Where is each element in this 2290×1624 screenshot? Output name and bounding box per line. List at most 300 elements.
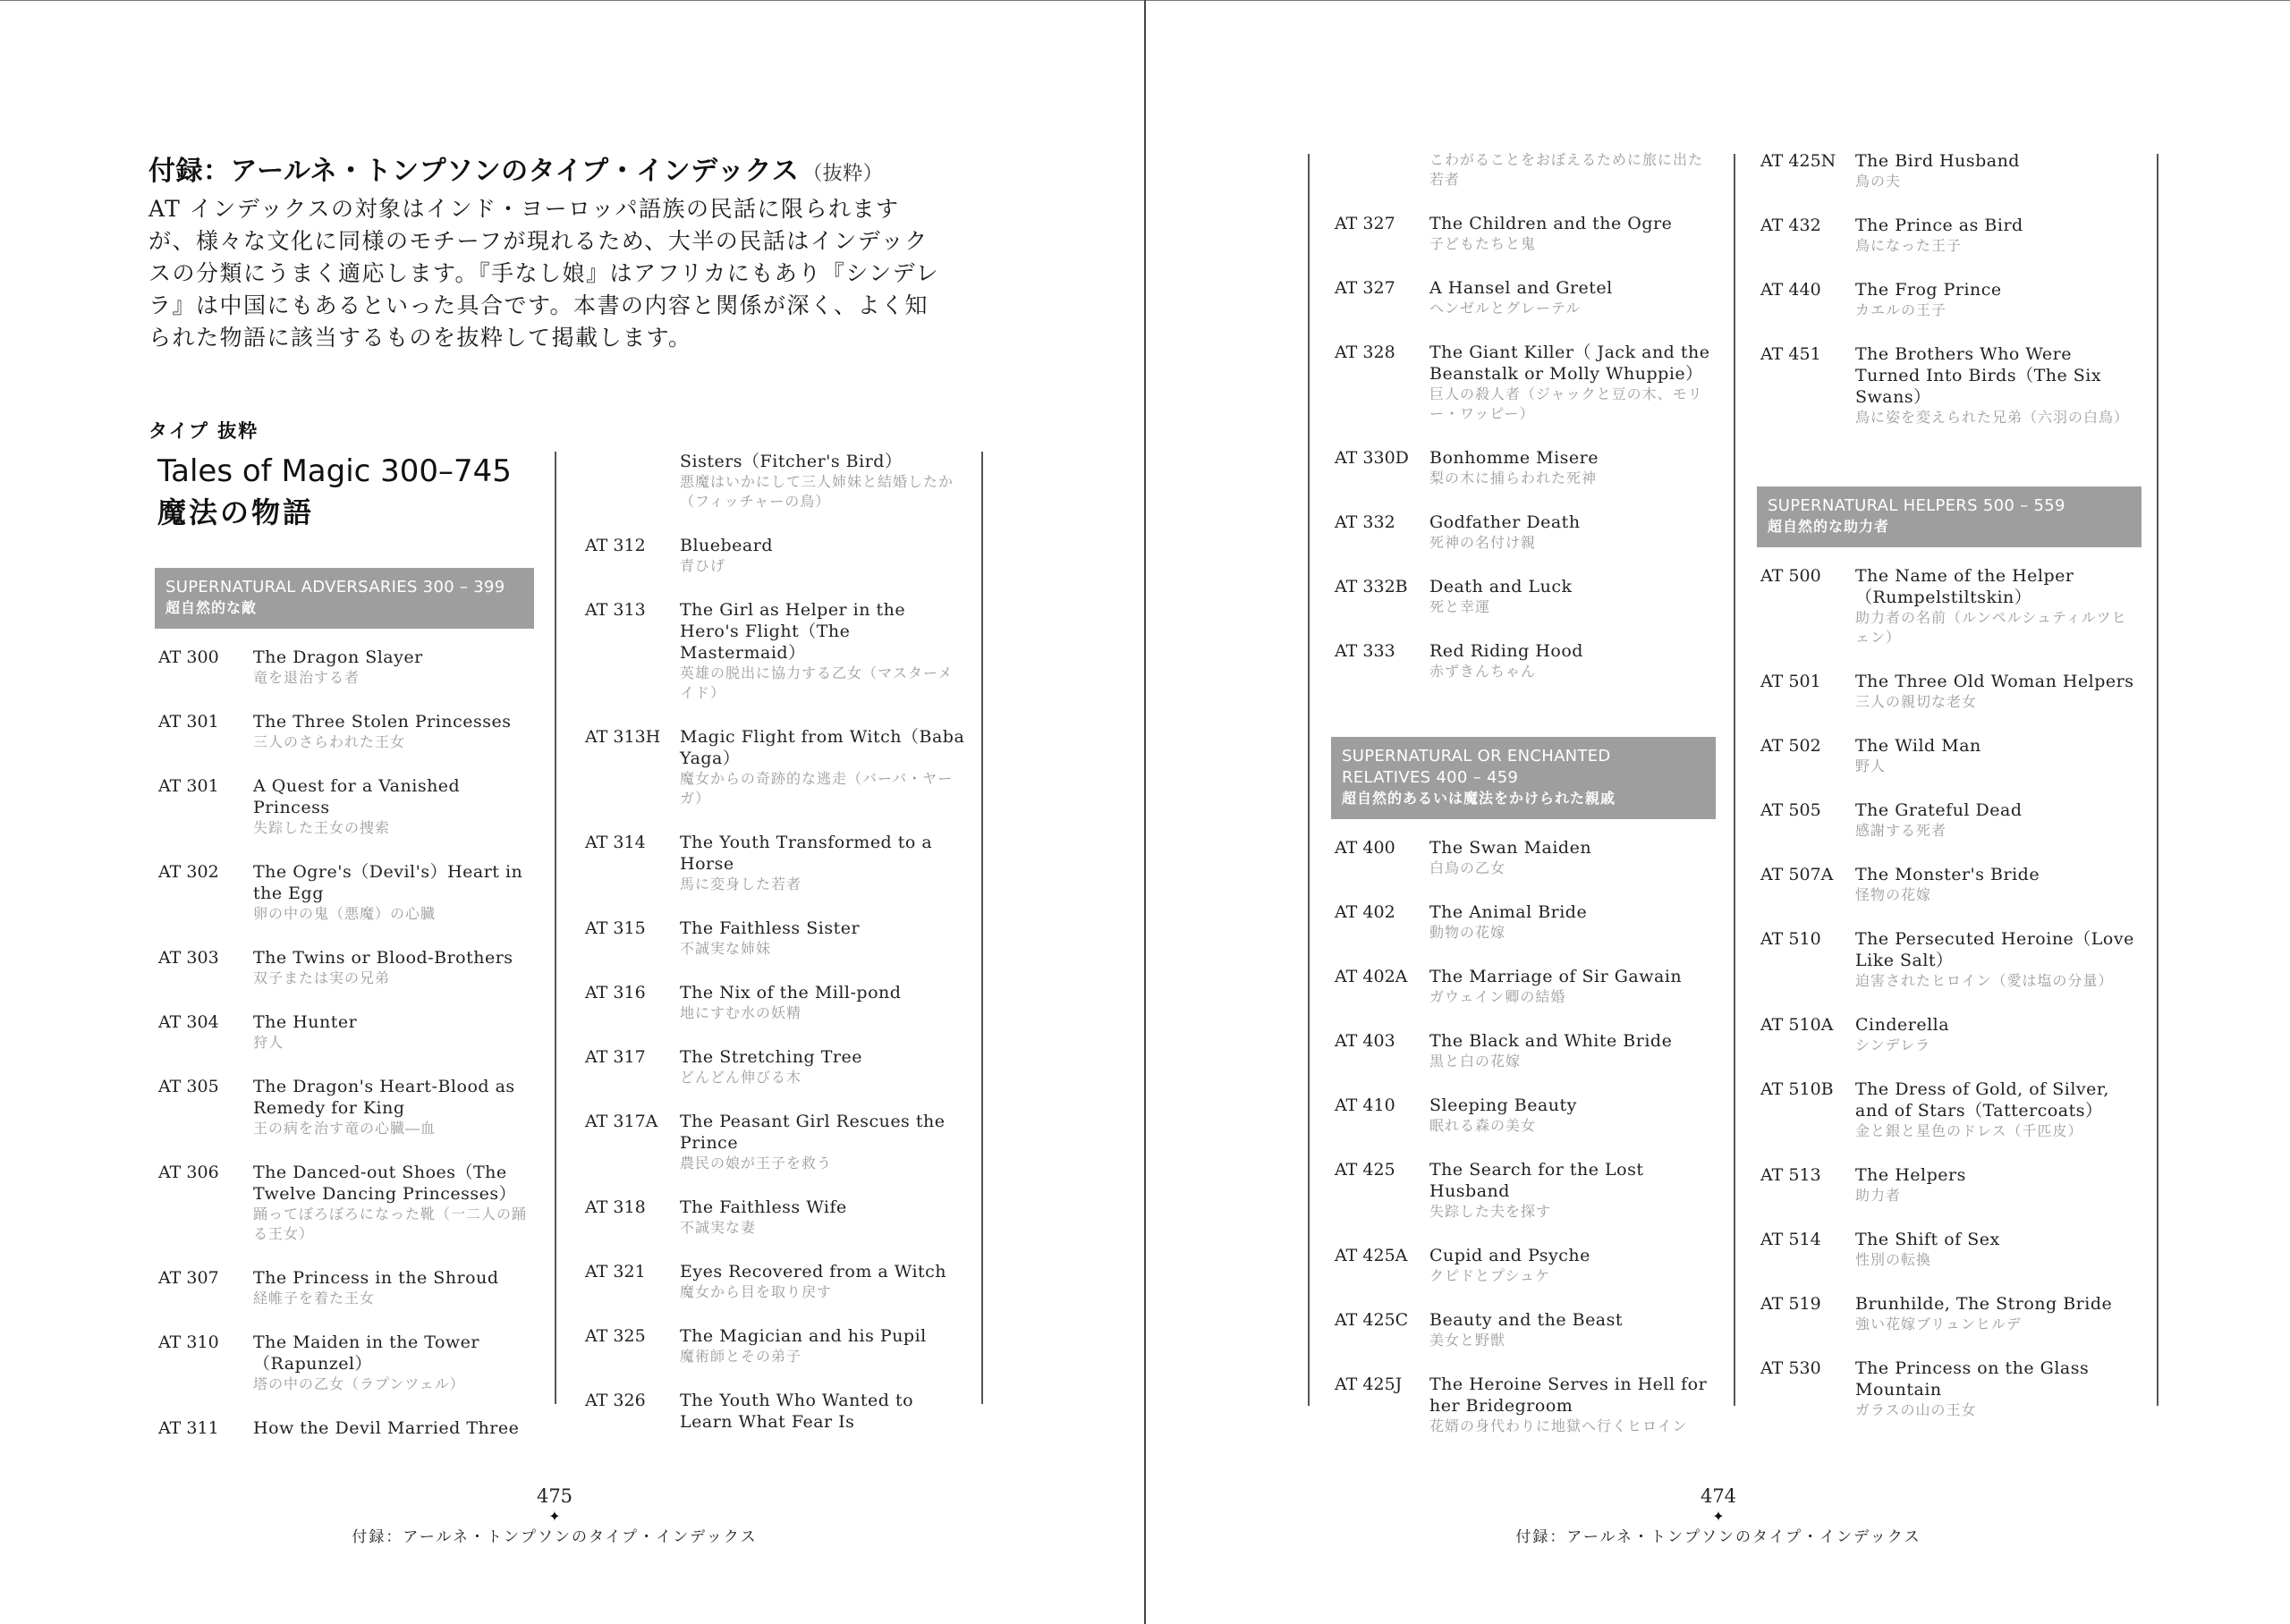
index-entry	[1331, 576, 1716, 617]
tale-title-ja: ガウェイン卿の結婚	[1429, 988, 1566, 1005]
tale-title-en: The Faithless Sister	[680, 918, 861, 938]
tale-type-code: AT 513	[1760, 1165, 1821, 1185]
entry-list	[1331, 150, 1716, 681]
section-header-supernatural-helpers	[1757, 486, 2142, 547]
tale-title-ja: 梨の木に捕らわれた死神	[1429, 469, 1598, 486]
entry-body	[1855, 671, 2142, 712]
index-entry	[155, 711, 534, 752]
tale-title-en: The Brothers Who Were Turned Into Birds（The Six Swans）	[1855, 344, 2102, 407]
right-page	[1146, 0, 2290, 1624]
index-entry	[1331, 213, 1716, 254]
tale-title-en: The Search for the Lost Husband	[1429, 1160, 1644, 1201]
index-entry	[1757, 1078, 2142, 1141]
tale-type-code: AT 425C	[1335, 1310, 1409, 1330]
index-entry	[1757, 279, 2142, 320]
entry-body	[1429, 512, 1716, 553]
tale-type-code: AT 425A	[1335, 1246, 1408, 1265]
tale-title-ja: 黒と白の花嫁	[1429, 1053, 1522, 1070]
index-entry	[1757, 150, 2142, 191]
index-entry	[1757, 1293, 2142, 1334]
tale-title-ja: 魔女から目を取り戻す	[680, 1283, 833, 1300]
tale-title-ja: 金と銀と星色のドレス（千匹皮）	[1855, 1122, 2083, 1139]
tale-title-en: The Youth Who Wanted to Learn What Fear Is	[680, 1391, 914, 1432]
index-entry	[155, 861, 534, 924]
tale-title-ja: 怪物の花嫁	[1855, 886, 1932, 903]
index-entry	[155, 1417, 534, 1439]
index-entry	[1331, 966, 1716, 1007]
index-entry	[1757, 735, 2142, 776]
tale-title-ja: 鳥の夫	[1855, 173, 1902, 190]
index-entry	[155, 1267, 534, 1308]
entry-body	[253, 711, 534, 752]
tale-type-code: AT 311	[158, 1418, 219, 1438]
entry-body	[1429, 447, 1716, 488]
tale-type-code: AT 303	[158, 948, 219, 968]
entry-body	[1429, 1159, 1716, 1222]
tale-type-code: AT 300	[158, 647, 219, 667]
tale-title-ja: 死神の名付け親	[1429, 534, 1537, 551]
index-entry	[1331, 1245, 1716, 1286]
tale-title-ja: シンデレラ	[1855, 1036, 1931, 1053]
index-entry	[1757, 1014, 2142, 1055]
entry-body	[680, 1325, 966, 1366]
entry-body	[1855, 565, 2142, 647]
tale-title-ja: 野人	[1855, 757, 1887, 774]
column-rule	[555, 452, 556, 1404]
tale-type-code: AT 451	[1760, 344, 1821, 364]
entry-body	[1855, 150, 2142, 191]
tale-type-code: AT 510	[1760, 929, 1821, 949]
index-entry	[1757, 864, 2142, 905]
entry-body	[253, 1162, 534, 1244]
tale-type-code: AT 332	[1335, 512, 1395, 532]
tale-title-en: Death and Luck	[1429, 577, 1573, 596]
index-entry	[155, 1011, 534, 1053]
entry-body	[680, 726, 966, 808]
entry-list	[581, 451, 966, 1433]
tale-title-en: The Grateful Dead	[1855, 800, 2023, 820]
entry-body	[680, 599, 966, 703]
tale-type-code: AT 502	[1760, 736, 1821, 756]
index-entry	[581, 982, 966, 1023]
entry-body	[680, 1046, 966, 1087]
entry-body	[680, 1111, 966, 1173]
entry-body	[1855, 279, 2142, 320]
entry-body	[1855, 799, 2142, 841]
tale-title-ja: 不誠実な妻	[680, 1219, 757, 1236]
index-entry	[1757, 565, 2142, 647]
tale-type-code: AT 432	[1760, 216, 1821, 235]
tale-type-code: AT 316	[585, 983, 646, 1002]
tale-type-code: AT 330D	[1335, 448, 1409, 468]
entry-list	[1757, 150, 2142, 427]
index-entry	[1331, 447, 1716, 488]
tale-type-code: AT 402A	[1335, 967, 1408, 986]
tale-type-code: AT 510A	[1760, 1015, 1834, 1035]
tale-title-ja: 経帷子を着た王女	[253, 1290, 376, 1307]
section-title-ja: 超自然的な助力者	[1768, 518, 1890, 535]
tales-of-magic-heading	[157, 451, 512, 533]
index-entry	[581, 1325, 966, 1366]
tale-title-en: The Maiden in the Tower（Rapunzel）	[253, 1332, 479, 1374]
entry-body	[1429, 1030, 1716, 1071]
tale-type-code: AT 315	[585, 918, 646, 938]
tale-type-code: AT 327	[1335, 214, 1395, 233]
tale-type-code: AT 318	[585, 1197, 646, 1217]
index-entry	[155, 775, 534, 838]
index-entry	[1757, 1358, 2142, 1420]
tale-title-ja: 三人の親切な老女	[1855, 693, 1978, 710]
index-entry	[1331, 1159, 1716, 1222]
entry-body	[1855, 343, 2142, 427]
tale-title-ja: 踊ってぼろぼろになった靴（一二人の踊る王女）	[253, 1205, 528, 1242]
appendix-title	[148, 148, 883, 188]
entry-body	[253, 1332, 534, 1394]
tale-title-ja: 強い花嫁ブリュンヒルデ	[1855, 1315, 2022, 1332]
tale-type-code: AT 332B	[1335, 577, 1408, 596]
appendix-title-text: 付録：アールネ・トンプソンのタイプ・インデックス	[148, 156, 800, 187]
entry-body	[1855, 1164, 2142, 1205]
tale-title-ja: 魔術師とその弟子	[680, 1348, 802, 1365]
tale-title-en: The Shift of Sex	[1855, 1230, 2000, 1249]
tale-title-ja: どんどん伸びる木	[680, 1069, 802, 1086]
entry-body	[253, 647, 534, 688]
column-rule	[1308, 154, 1310, 1406]
tale-type-code: AT 425N	[1760, 151, 1836, 171]
tale-title-ja: 不誠実な姉妹	[680, 940, 772, 957]
tale-title-ja: 塔の中の乙女（ラプンツェル）	[253, 1375, 465, 1392]
entry-list	[1757, 565, 2142, 1420]
tale-type-code: AT 313	[585, 600, 646, 620]
tale-title-en: The Heroine Serves in Hell for her Bridegroom	[1429, 1374, 1708, 1416]
tale-title-ja: ガラスの山の王女	[1855, 1401, 1977, 1418]
tale-title-en: The Three Stolen Princesses	[253, 712, 512, 732]
tale-title-ja: こわがることをおぼえるために旅に出た若者	[1429, 151, 1704, 188]
tale-title-en: The Magician and his Pupil	[680, 1326, 927, 1346]
index-entry	[1331, 150, 1716, 190]
tale-title-ja: 失踪した王女の捜索	[253, 819, 391, 836]
index-entry	[1331, 1095, 1716, 1136]
tale-title-en: Cupid and Psyche	[1429, 1246, 1590, 1265]
tale-title-ja: 馬に変身した若者	[680, 875, 802, 892]
tale-title-en: The Marriage of Sir Gawain	[1429, 967, 1683, 986]
tale-type-code: AT 400	[1335, 838, 1395, 858]
tale-type-code: AT 307	[158, 1268, 219, 1288]
index-entry	[1757, 343, 2142, 427]
tale-title-ja: 白鳥の乙女	[1429, 859, 1506, 876]
tale-type-code: AT 440	[1760, 280, 1821, 300]
entry-body	[1429, 640, 1716, 681]
tale-type-code: AT 333	[1335, 641, 1395, 661]
tale-title-en: Bonhomme Misere	[1429, 448, 1599, 468]
tale-title-ja: 眠れる森の美女	[1429, 1117, 1537, 1134]
entry-body	[253, 947, 534, 988]
tale-title-en: A Hansel and Gretel	[1429, 278, 1613, 298]
tale-title-ja: 竜を退治する者	[253, 669, 360, 686]
section-title-ja: 超自然的な敵	[165, 599, 258, 616]
tale-type-code: AT 317	[585, 1047, 646, 1067]
index-entry	[581, 1046, 966, 1087]
intro-paragraph: AT インデックスの対象はインド・ヨーロッパ語族の民話に限られますが、様々な文化に同様のモチーフが現れるため、大半の民話はインデックスの分類にうまく適応します。『手なし娘』はアフリカにもあり『シンデレラ』は中国にもあるといった具合です。本書の内容と関係が深く、よく知られた物語に該当するものを抜粋して掲載します。	[148, 196, 940, 351]
tale-type-code: AT 313H	[585, 727, 661, 747]
entry-body	[680, 1390, 966, 1433]
index-entry	[1331, 837, 1716, 878]
tale-title-ja: 悪魔はいかにして三人姉妹と結婚したか（フィッチャーの鳥）	[680, 473, 954, 510]
entry-body	[1429, 901, 1716, 943]
tale-title-ja: ヘンゼルとグレーテル	[1429, 300, 1582, 317]
tale-title-en: The Danced-out Shoes（The Twelve Dancing Princesses）	[253, 1163, 517, 1204]
tale-title-ja: 助力者の名前（ルンペルシュティルツヒェン）	[1855, 609, 2127, 646]
index-entry	[1757, 1164, 2142, 1205]
section-title-ja: 超自然的あるいは魔法をかけられた親戚	[1342, 790, 1616, 807]
tale-title-en: How the Devil Married Three	[253, 1418, 520, 1438]
tale-type-code: AT 305	[158, 1077, 219, 1096]
tale-title-en: The Persecuted Heroine（Love Like Salt）	[1855, 929, 2134, 970]
tale-title-ja: 迫害されたヒロイン（愛は塩の分量）	[1855, 972, 2114, 989]
index-entry	[581, 599, 966, 703]
tale-title-en: The Peasant Girl Rescues the Prince	[680, 1112, 946, 1153]
tale-type-code: AT 317A	[585, 1112, 658, 1131]
tale-title-en: Bluebeard	[680, 536, 773, 555]
tale-title-en: The Prince as Bird	[1855, 216, 2023, 235]
tale-title-ja: 赤ずきんちゃん	[1429, 663, 1537, 680]
tale-title-ja: 鳥になった王子	[1855, 237, 1963, 254]
tale-title-en: The Three Old Woman Helpers	[1855, 672, 2134, 691]
tale-type-code: AT 410	[1335, 1095, 1395, 1115]
tale-type-code: AT 306	[158, 1163, 219, 1182]
entry-body	[1429, 1309, 1716, 1350]
section-title-en: SUPERNATURAL HELPERS 500 – 559	[1768, 496, 2065, 515]
tale-title-en: Cinderella	[1855, 1015, 1950, 1035]
tale-title-ja: 助力者	[1855, 1187, 1902, 1204]
entry-list	[155, 647, 534, 1439]
tale-title-en: Sleeping Beauty	[1429, 1095, 1577, 1115]
tale-title-en: The Monster's Bride	[1855, 865, 2040, 884]
entry-body	[680, 1261, 966, 1302]
entry-body	[1855, 864, 2142, 905]
index-entry	[155, 947, 534, 988]
tale-title-ja: 三人のさらわれた王女	[253, 733, 406, 750]
tale-title-ja: 英雄の脱出に協力する乙女（マスターメイド）	[680, 664, 954, 701]
index-entry	[1757, 799, 2142, 841]
tale-type-code: AT 505	[1760, 800, 1821, 820]
tale-title-en: Magic Flight from Witch（Baba Yaga）	[680, 727, 965, 768]
running-head: 付録：アールネ・トンプソンのタイプ・インデックス	[352, 1528, 758, 1546]
tales-title-ja: 魔法の物語	[157, 495, 315, 529]
entry-body	[253, 1417, 534, 1439]
tale-title-ja: 性別の転換	[1855, 1251, 1932, 1268]
entry-body	[1429, 576, 1716, 617]
column-rule	[2157, 154, 2159, 1406]
entry-body	[253, 775, 534, 838]
entry-body	[1855, 215, 2142, 256]
index-entry	[1757, 671, 2142, 712]
tale-type-code: AT 403	[1335, 1031, 1395, 1051]
tale-title-en: The Bird Husband	[1855, 151, 2020, 171]
index-entry	[581, 726, 966, 808]
index-entry	[1331, 1374, 1716, 1436]
entry-body	[1429, 213, 1716, 254]
entry-body	[253, 861, 534, 924]
entry-body	[1855, 1078, 2142, 1141]
tale-type-code: AT 507A	[1760, 865, 1834, 884]
column-3	[1331, 150, 1716, 1459]
index-entry	[581, 451, 966, 512]
index-entry	[1331, 512, 1716, 553]
tale-type-code: AT 501	[1760, 672, 1821, 691]
tale-title-en: The Ogre's（Devil's）Heart in the Egg	[253, 862, 523, 903]
index-entry	[155, 1332, 534, 1394]
entry-body	[680, 1197, 966, 1238]
section-header-supernatural-adversaries	[155, 568, 534, 629]
entry-body	[1855, 735, 2142, 776]
folio-left	[286, 1484, 823, 1549]
tale-title-ja: カエルの王子	[1855, 301, 1947, 318]
tale-title-en: The Youth Transformed to a Horse	[680, 833, 933, 874]
tale-title-ja: 巨人の殺人者（ジャックと豆の木、モリー・ワッピー）	[1429, 385, 1703, 422]
tale-type-code: AT 530	[1760, 1358, 1821, 1378]
tale-title-en: The Faithless Wife	[680, 1197, 847, 1217]
index-entry	[581, 1261, 966, 1302]
entry-list	[1331, 837, 1716, 1436]
tales-title-en: Tales of Magic 300–745	[157, 453, 512, 489]
entry-body	[1855, 1358, 2142, 1420]
entry-body	[1429, 837, 1716, 878]
page-number: 475	[536, 1485, 573, 1507]
tale-title-en: The Black and White Bride	[1429, 1031, 1673, 1051]
entry-body	[1429, 1374, 1716, 1436]
entry-body	[680, 982, 966, 1023]
folio-right	[1450, 1484, 1987, 1549]
index-entry	[1331, 277, 1716, 318]
index-entry	[1757, 215, 2142, 256]
index-entry	[155, 1076, 534, 1138]
tale-title-ja: 青ひげ	[680, 557, 726, 574]
tale-title-ja: 花婿の身代わりに地獄へ行くヒロイン	[1429, 1417, 1688, 1434]
tale-title-en: The Princess in the Shroud	[253, 1268, 499, 1288]
entry-body	[1855, 1014, 2142, 1055]
tale-title-en: The Twins or Blood-Brothers	[253, 948, 513, 968]
index-entry	[581, 535, 966, 576]
tale-type-code: AT 425	[1335, 1160, 1395, 1180]
tale-title-en: Brunhilde, The Strong Bride	[1855, 1294, 2113, 1314]
entry-body	[1855, 1229, 2142, 1270]
entry-body	[680, 535, 966, 576]
tale-title-en: The Nix of the Mill-pond	[680, 983, 902, 1002]
index-entry	[1757, 1229, 2142, 1270]
index-entry	[155, 1162, 534, 1244]
tale-title-en: The Frog Prince	[1855, 280, 2002, 300]
tale-title-en: Beauty and the Beast	[1429, 1310, 1624, 1330]
tale-type-code: AT 301	[158, 776, 219, 796]
index-entry	[581, 1197, 966, 1238]
tale-title-en: The Giant Killer（ Jack and the Beanstalk or Molly Whuppie）	[1429, 343, 1710, 384]
page-number: 474	[1700, 1485, 1737, 1507]
section-title-en-line1: SUPERNATURAL OR ENCHANTED	[1342, 747, 1611, 765]
tale-title-en: The Stretching Tree	[680, 1047, 862, 1067]
tale-type-code: AT 510B	[1760, 1079, 1834, 1099]
tale-title-ja: 魔女からの奇跡的な逃走（バーバ・ヤーガ）	[680, 770, 954, 807]
index-entry	[1331, 901, 1716, 943]
index-entry	[1331, 1309, 1716, 1350]
entry-body	[680, 918, 966, 959]
tale-title-en: The Dragon's Heart-Blood as Remedy for King	[253, 1077, 515, 1118]
tale-title-en: The Dress of Gold, of Silver, and of Stars（Tattercoats）	[1855, 1079, 2109, 1121]
tale-title-ja: 感謝する死者	[1855, 822, 1947, 839]
tale-title-en: The Children and the Ogre	[1429, 214, 1673, 233]
tale-title-ja: 双子または実の兄弟	[253, 969, 391, 986]
tale-title-en: Red Riding Hood	[1429, 641, 1583, 661]
tale-title-ja: 卵の中の鬼（悪魔）の心臓	[253, 905, 437, 922]
entry-body	[680, 451, 966, 512]
entry-body	[1429, 966, 1716, 1007]
tale-title-ja: 子どもたちと鬼	[1429, 235, 1537, 252]
tale-type-code: AT 514	[1760, 1230, 1821, 1249]
tale-type-code: AT 321	[585, 1262, 646, 1281]
tale-type-code: AT 314	[585, 833, 646, 852]
tale-title-en: Sisters（Fitcher's Bird）	[680, 452, 903, 471]
tale-title-ja: 動物の花嫁	[1429, 924, 1506, 941]
index-entry	[581, 918, 966, 959]
ornament-diamond-icon: ✦	[1712, 1508, 1725, 1525]
entry-body	[253, 1076, 534, 1138]
entry-body	[253, 1267, 534, 1308]
tale-type-code: AT 304	[158, 1012, 219, 1032]
tale-type-code: AT 302	[158, 862, 219, 882]
index-entry	[1331, 1030, 1716, 1071]
tale-type-code: AT 402	[1335, 902, 1395, 922]
column-rule	[1734, 154, 1735, 1406]
tale-title-ja: 美女と野獣	[1429, 1332, 1506, 1349]
section-title-en: SUPERNATURAL ADVERSARIES 300 – 399	[165, 578, 505, 596]
tale-type-code: AT 327	[1335, 278, 1395, 298]
tale-title-en: Eyes Recovered from a Witch	[680, 1262, 947, 1281]
tale-title-ja: クピドとプシュケ	[1429, 1267, 1551, 1284]
tale-type-code: AT 519	[1760, 1294, 1821, 1314]
tale-type-code: AT 500	[1760, 566, 1821, 586]
index-entry	[581, 1390, 966, 1433]
ornament-diamond-icon: ✦	[548, 1508, 561, 1525]
entry-body	[1429, 1245, 1716, 1286]
tale-type-code: AT 326	[585, 1391, 646, 1410]
tale-title-en: The Animal Bride	[1429, 902, 1588, 922]
tale-title-ja: 失踪した夫を探す	[1429, 1203, 1552, 1220]
index-entry	[1331, 342, 1716, 424]
entry-body	[1429, 150, 1716, 190]
index-entry	[1757, 928, 2142, 991]
tale-title-en: The Wild Man	[1855, 736, 1981, 756]
running-head: 付録：アールネ・トンプソンのタイプ・インデックス	[1515, 1528, 1921, 1546]
entry-body	[253, 1011, 534, 1053]
tale-type-code: AT 301	[158, 712, 219, 732]
entry-body	[1429, 342, 1716, 424]
section-header-enchanted-relatives	[1331, 737, 1716, 819]
excerpt-label: タイプ 抜粋	[148, 420, 259, 442]
tale-type-code: AT 312	[585, 536, 646, 555]
column-rule	[981, 452, 983, 1404]
tale-title-ja: 地にすむ水の妖精	[680, 1004, 802, 1021]
index-entry	[581, 1111, 966, 1173]
left-page	[0, 0, 1144, 1624]
tale-title-en: Godfather Death	[1429, 512, 1581, 532]
appendix-title-suffix: （抜粋）	[802, 163, 884, 185]
column-1	[155, 568, 534, 1462]
tale-title-en: A Quest for a Vanished Princess	[253, 776, 461, 817]
section-title-en-line2: RELATIVES 400 – 459	[1342, 768, 1519, 787]
index-entry	[1331, 640, 1716, 681]
tale-title-en: The Name of the Helper（Rumpelstiltskin）	[1855, 566, 2074, 607]
entry-body	[1855, 1293, 2142, 1334]
